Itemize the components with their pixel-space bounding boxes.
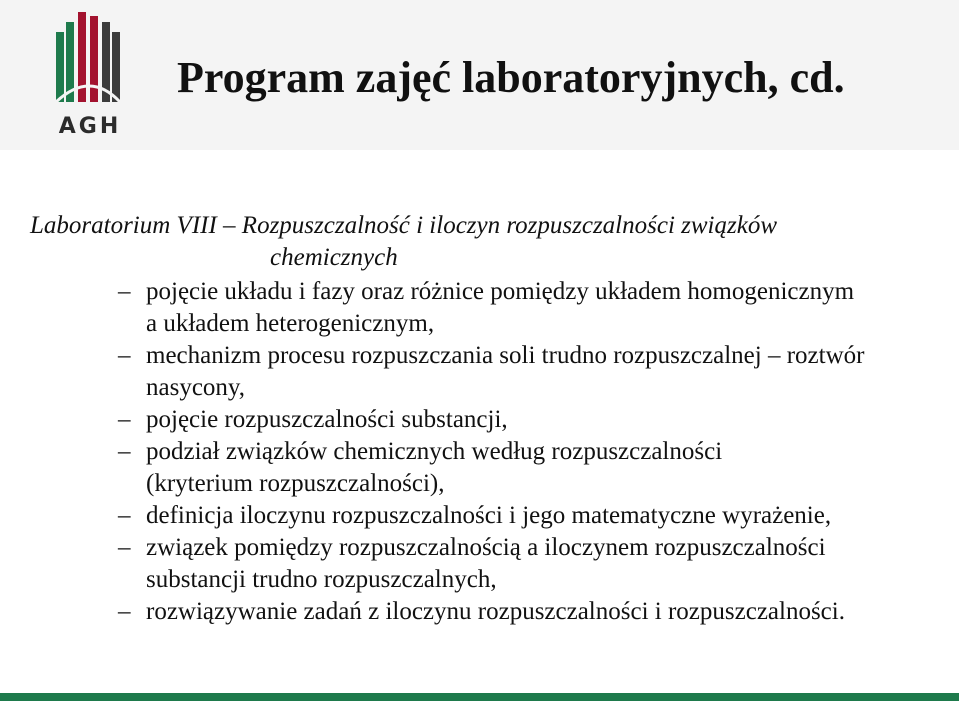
list-item-line2: substancji trudno rozpuszczalnych, [146,566,497,593]
lab-heading-line1: Laboratorium VIII – Rozpuszczalność i iloczyn rozpuszczalności związków [30,212,777,239]
dash-marker: – [118,534,131,561]
footer-band [0,693,959,701]
dash-marker: – [118,598,131,625]
list-item [118,436,723,500]
logo-text: AGH [58,114,122,139]
list-item-line1: podział związków chemicznych według rozpuszczalności [146,438,723,465]
list-item-line2: nasycony, [146,374,246,401]
dash-marker: – [118,438,131,465]
list-item-line1: definicja iloczynu rozpuszczalności i jego matematyczne wyrażenie, [146,502,832,529]
dash-marker: – [118,502,131,529]
list-item [118,596,845,628]
list-item-line2: a układem heterogenicznym, [146,310,435,337]
list-item [118,340,865,404]
list-item-line2: (kryterium rozpuszczalności), [146,470,445,497]
list-item [118,532,826,596]
list-item-line1: związek pomiędzy rozpuszczalnością a iloczynem rozpuszczalności [146,534,826,561]
list-item [118,404,508,436]
list-item-line1: mechanizm procesu rozpuszczania soli trudno rozpuszczalnej – roztwór [146,342,865,369]
list-item-line1: pojęcie rozpuszczalności substancji, [146,406,508,433]
dash-marker: – [118,406,131,433]
list-item-line1: rozwiązywanie zadań z iloczynu rozpuszczalności i rozpuszczalności. [146,598,845,625]
dash-marker: – [118,342,131,369]
lab-heading-line2: chemicznych [270,244,398,271]
list-item [118,500,832,532]
slide-title: Program zajęć laboratoryjnych, cd. [177,53,845,102]
dash-marker: – [118,278,131,305]
lab-heading [30,210,910,274]
list-item-line1: pojęcie układu i fazy oraz różnice pomiędzy układem homogenicznym [146,278,855,305]
list-item [118,276,855,340]
